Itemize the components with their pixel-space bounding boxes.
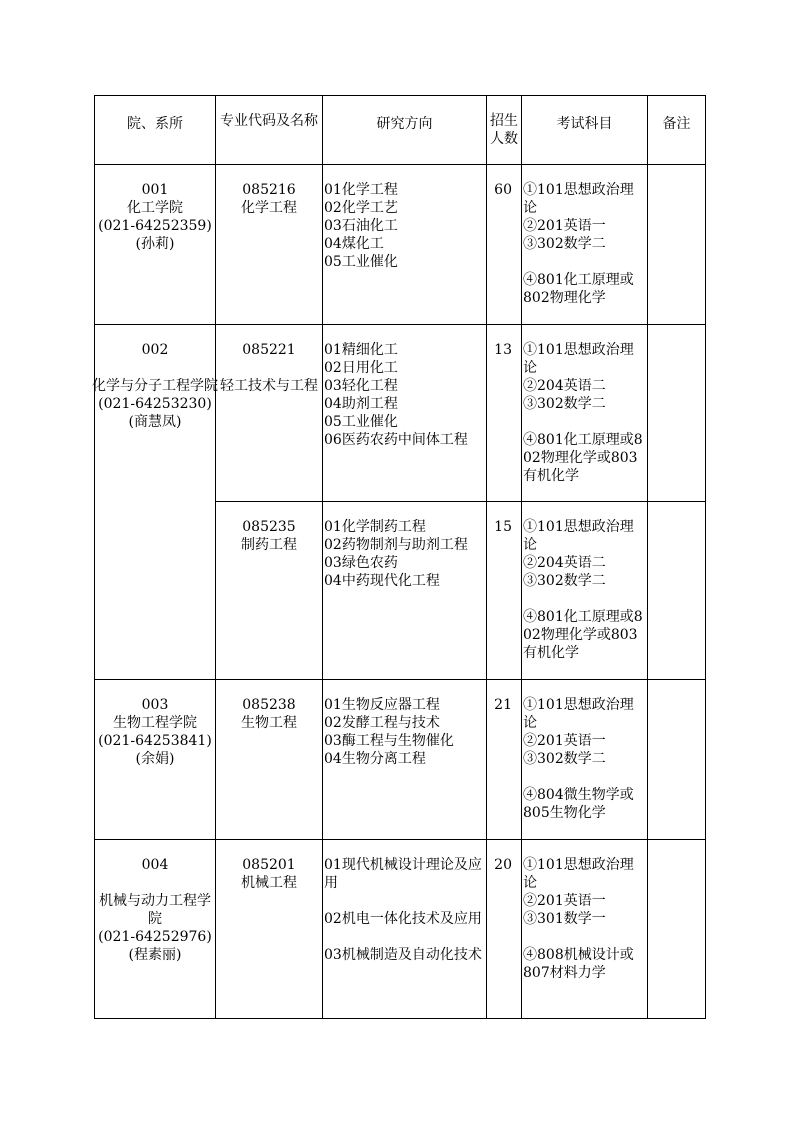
- enroll-cell: 13: [487, 325, 522, 502]
- subjects-cell: ①101思想政治理论 ②204英语二 ③302数学二 ④801化工原理或802物理化学或803有机化学: [522, 502, 648, 680]
- direction-cell: 01生物反应器工程 02发酵工程与技术 03酶工程与生物催化 04生物分离工程: [323, 680, 487, 840]
- dept-cell: 002 化学与分子工程学院 (021-64253230) (商慧凤): [95, 325, 216, 680]
- header-row: [95, 96, 706, 165]
- enroll-cell: 60: [487, 165, 522, 325]
- header-subjects: 考试科目: [522, 96, 648, 165]
- dept-cell: 001 化工学院 (021-64252359) (孙莉): [95, 165, 216, 325]
- major-cell: 085221 轻工技术与工程: [216, 325, 323, 502]
- header-major-code: 专业代码及名称: [216, 96, 323, 165]
- direction-cell: 01化学制药工程 02药物制剂与助剂工程 03绿色农药 04中药现代化工程: [323, 502, 487, 680]
- admissions-table: [94, 95, 706, 1019]
- enroll-cell: 21: [487, 680, 522, 840]
- direction-cell: 01精细化工 02日用化工 03轻化工程 04助剂工程 05工业催化 06医药农药中间体工程: [323, 325, 487, 502]
- table-row: [95, 840, 706, 1019]
- enroll-cell: 20: [487, 840, 522, 1019]
- major-cell: 085201 机械工程: [216, 840, 323, 1019]
- major-cell: 085238 生物工程: [216, 680, 323, 840]
- subjects-cell: ①101思想政治理论 ②201英语一 ③302数学二 ④804微生物学或805生物化学: [522, 680, 648, 840]
- direction-cell: 01现代机械设计理论及应用 02机电一体化技术及应用 03机械制造及自动化技术: [323, 840, 487, 1019]
- enroll-cell: 15: [487, 502, 522, 680]
- major-cell: 085235 制药工程: [216, 502, 323, 680]
- subjects-cell: ①101思想政治理论 ②204英语二 ③302数学二 ④801化工原理或802物理化学或803有机化学: [522, 325, 648, 502]
- subjects-cell: ①101思想政治理论 ②201英语一 ③301数学一 ④808机械设计或807材料力学: [522, 840, 648, 1019]
- dept-cell: 003 生物工程学院 (021-64253841) (余娟): [95, 680, 216, 840]
- header-note: 备注: [648, 96, 706, 165]
- table-row: [95, 165, 706, 325]
- major-cell: 085216 化学工程: [216, 165, 323, 325]
- dept-cell: 004 机械与动力工程学院 (021-64252976) (程素丽): [95, 840, 216, 1019]
- header-enroll: 招生人数: [487, 96, 522, 165]
- header-direction: 研究方向: [323, 96, 487, 165]
- note-cell: [648, 840, 706, 1019]
- header-dept: 院、系所: [95, 96, 216, 165]
- note-cell: [648, 680, 706, 840]
- direction-cell: 01化学工程 02化学工艺 03石油化工 04煤化工 05工业催化: [323, 165, 487, 325]
- subjects-cell: ①101思想政治理论 ②201英语一 ③302数学二 ④801化工原理或802物理化学: [522, 165, 648, 325]
- note-cell: [648, 325, 706, 502]
- table-row: [95, 680, 706, 840]
- table-row: [95, 325, 706, 502]
- note-cell: [648, 502, 706, 680]
- note-cell: [648, 165, 706, 325]
